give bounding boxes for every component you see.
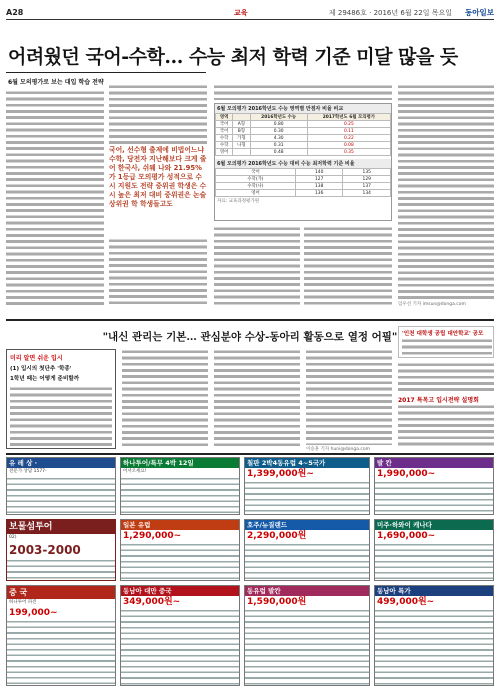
table-header: 2016학년도 수능 — [250, 114, 307, 121]
ad-tour-5[interactable] — [120, 519, 240, 581]
article-subhead: 6월 모의평가로 보는 대입 학습 전략 — [8, 79, 104, 86]
ad-title: 동유럽 발칸 — [245, 586, 369, 596]
table-cell: 수학 — [216, 135, 233, 142]
table-cell: 수학 — [216, 142, 233, 149]
graph-title: 6월 모의평가 2016학년도 수능 영역별 만점자 비율 비교 — [215, 104, 391, 113]
table-cell: 0.30 — [250, 128, 307, 135]
ad-listing — [121, 608, 239, 686]
ad-tour-1[interactable] — [6, 457, 116, 515]
table-cell: 137 — [343, 183, 391, 190]
table-cell: 0.25 — [307, 121, 390, 128]
article-body-col2a — [109, 84, 207, 144]
article2-title: "내신 관리는 기본… 관심분야 수상-동아리 활동으로 열정 어필" — [102, 331, 398, 343]
table-header: 영역 — [216, 114, 233, 121]
series-subtitle: 1학년 때는 어떻게 준비할까 — [10, 376, 80, 382]
article-body-col2b — [109, 238, 207, 306]
series-box — [6, 349, 116, 449]
issue-date: 제 29486호 · 2016년 6월 22일 목요일 — [328, 8, 452, 17]
table-cell: 4.30 — [250, 135, 307, 142]
divider — [6, 72, 206, 73]
article-body-col3 — [214, 226, 300, 306]
table-cell: 국어 — [216, 128, 233, 135]
table-row — [216, 128, 391, 135]
table-cell: 나형 — [233, 142, 250, 149]
ad-title: 동남아 특가 — [375, 586, 493, 596]
ad-price: 1,690,000~ — [377, 531, 436, 541]
table-row — [216, 135, 391, 142]
table-cell — [233, 149, 250, 156]
table-cell: 수학(가) — [216, 176, 296, 183]
ad-price: 199,000~ — [9, 607, 58, 618]
ad-price: 1,990,000~ — [377, 469, 436, 479]
ad-listing — [121, 476, 239, 515]
article-headline: 어려웠던 국어-수학… 수능 최저 학력 기준 미달 많을 듯 — [8, 46, 458, 68]
ad-title: 하나투어/특무 4박 12일 — [121, 458, 239, 468]
ad-price: 1,290,000~ — [123, 531, 182, 541]
table-row — [216, 176, 391, 183]
article2-body-col1 — [122, 349, 208, 449]
article-byline: 임우선 기자 imsun@donga.com — [398, 302, 466, 307]
table-cell: 136 — [295, 190, 343, 197]
table-row — [216, 169, 391, 176]
ad-listing — [375, 608, 493, 686]
ad-southeast-asia-tour[interactable] — [374, 585, 494, 686]
graph-table — [215, 113, 391, 156]
table-row — [216, 142, 391, 149]
ad-title: 호주/뉴질랜드 — [245, 520, 369, 530]
side-note-body — [398, 404, 494, 449]
table-cell: 가형 — [233, 135, 250, 142]
ad-listing — [7, 558, 115, 581]
newspaper-brand: 동아일보 — [465, 8, 494, 17]
side-note-title: 2017 특목고 입시전략 설명회 — [398, 397, 479, 404]
data-table-graphic — [214, 103, 392, 221]
table-cell: 0.08 — [307, 142, 390, 149]
ad-text: 어서오세요! — [123, 469, 147, 474]
side-notice-body — [402, 338, 492, 356]
series-label: 미리 알면 쉬운 입시 — [10, 355, 63, 362]
ad-asia-tour[interactable] — [120, 585, 240, 686]
ad-title: 보물섬투어 — [7, 520, 115, 534]
table-cell: 0.80 — [250, 121, 307, 128]
ad-listing — [375, 480, 493, 515]
article-body-col4 — [304, 226, 392, 306]
ad-tour-3[interactable] — [244, 457, 370, 515]
ad-title: 유 레 상 · — [7, 458, 115, 468]
ad-title: 일본 유럽 — [121, 520, 239, 530]
table-cell: 0.35 — [307, 149, 390, 156]
series-intro — [10, 386, 112, 446]
ad-price: 1,399,000원~ — [247, 469, 314, 479]
side-notice — [398, 326, 494, 358]
section-name: 교육 — [234, 8, 248, 17]
ad-price: 1,590,000원 — [247, 597, 307, 607]
ad-tour-7[interactable] — [374, 519, 494, 581]
table-cell: 0.22 — [307, 135, 390, 142]
ad-listing — [375, 542, 493, 581]
section-divider — [6, 319, 494, 321]
table-row — [216, 183, 391, 190]
table-row — [216, 149, 391, 156]
table-header — [233, 114, 250, 121]
table-cell: 127 — [295, 176, 343, 183]
table-cell: 0.31 — [250, 142, 307, 149]
side-notice-title: '인천 대학생 공립 대안학교' 공모 — [402, 331, 484, 337]
side-body — [398, 362, 494, 392]
table-cell: 138 — [295, 183, 343, 190]
ad-listing — [245, 542, 369, 581]
graph-source: 자료: 교육과정평가원 — [217, 199, 260, 204]
table-cell: 국어 — [216, 121, 233, 128]
graph2-table — [215, 168, 391, 197]
ad-text: 하나투어 파견 — [9, 600, 37, 605]
advertisement-section — [6, 453, 494, 686]
page-header — [6, 6, 494, 20]
ad-listing — [245, 480, 369, 515]
table-cell: 영어 — [216, 190, 296, 197]
article-body-col5 — [398, 84, 494, 299]
ad-title: 칠판 2박4동유럽 4~5국가 — [245, 458, 369, 468]
table-cell: 129 — [343, 176, 391, 183]
ad-europe-tour[interactable] — [244, 585, 370, 686]
ad-phone: 2003-2000 — [9, 542, 81, 557]
ad-phone-prefix: 02) — [9, 535, 17, 540]
ad-price: 349,000원~ — [123, 597, 181, 607]
table-cell: 수학(나) — [216, 183, 296, 190]
article-body-col1 — [6, 90, 104, 306]
table-cell: 134 — [343, 190, 391, 197]
table-cell: B형 — [233, 128, 250, 135]
table-row — [216, 190, 391, 197]
table-cell: 0.48 — [250, 149, 307, 156]
ad-text: 전문가 상담 1577- — [9, 469, 47, 474]
page-number: A28 — [6, 8, 24, 17]
ad-price: 2,290,000원 — [247, 531, 307, 541]
table-cell: A형 — [233, 121, 250, 128]
series-title: (1) 입시의 첫단추 '학종' — [10, 366, 72, 372]
table-cell: 135 — [343, 169, 391, 176]
ad-tour-4[interactable] — [374, 457, 494, 515]
table-cell: 0.11 — [307, 128, 390, 135]
ad-china-tour[interactable] — [6, 585, 116, 686]
ad-listing — [7, 619, 115, 686]
newspaper-page — [6, 6, 494, 686]
ad-tour-2[interactable] — [120, 457, 240, 515]
ad-treasure-island-tour[interactable] — [6, 519, 116, 581]
article2-body-col2 — [214, 349, 300, 449]
table-header: 2017학년도 6월 모의평가 — [307, 114, 390, 121]
ad-tour-6[interactable] — [244, 519, 370, 581]
article2-byline: 이승훈 기자 huni@donga.com — [306, 447, 371, 452]
ad-title: 미주·하와이 캐나다 — [375, 520, 493, 530]
table-cell: 영어 — [216, 149, 233, 156]
table-row — [216, 121, 391, 128]
ad-listing — [121, 542, 239, 581]
table-cell: 국어 — [216, 169, 296, 176]
ad-title: 동남아 대만 중국 — [121, 586, 239, 596]
ad-title: 중 국 — [7, 586, 115, 599]
article2-body-col3 — [306, 349, 392, 445]
ad-listing — [7, 476, 115, 515]
ad-title: 발 칸 — [375, 458, 493, 468]
article-body-col3-top — [214, 84, 392, 100]
table-cell: 140 — [295, 169, 343, 176]
ad-listing — [245, 608, 369, 686]
pull-quote: 국어, 선수형 출제에 비법어느냐 수학, 당전자 지난해보다 크게 줄어 한국사, 쉬웨 나와 21.95%가 1등급 모의평가 성적으로 수시 지원도 전략 중위권 학생은 수시 높은 최저 대비 중위권은 논술 상위권 학 학생들고도 — [109, 146, 207, 208]
ad-price: 499,000원~ — [377, 597, 435, 607]
graph2-title: 6월 모의평가 2016학년도 수능 대비 수능 최저학력 기준 비율 — [215, 159, 391, 168]
